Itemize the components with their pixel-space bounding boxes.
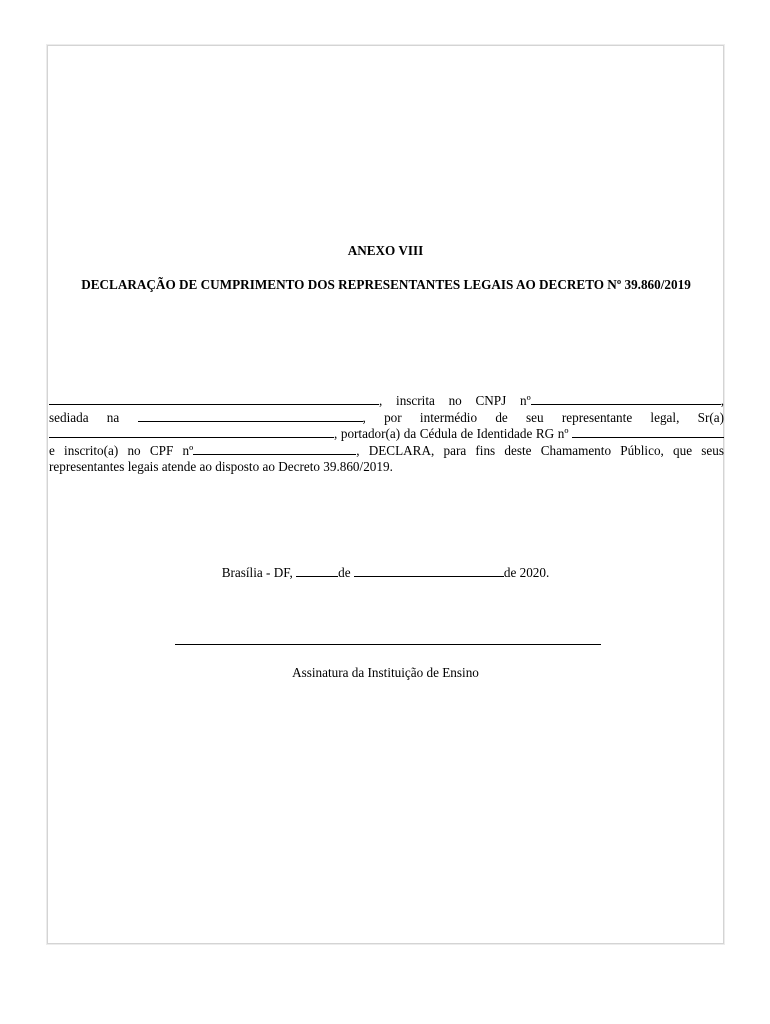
document-page	[47, 45, 724, 944]
date-de-text: de	[338, 565, 354, 580]
day-blank[interactable]	[296, 565, 338, 577]
signature-line[interactable]	[175, 644, 601, 645]
headquarters-text: sediada na	[49, 409, 120, 425]
line1-end: ,	[720, 393, 724, 408]
company-name-blank[interactable]	[49, 393, 379, 405]
rg-text: , portador(a) da Cédula de Identidade RG nº	[334, 426, 569, 442]
year-text: de 2020.	[503, 565, 550, 580]
city-text: Brasília - DF,	[221, 565, 297, 580]
closing-text: Chamamento Público, que seus representantes legais atende ao disposto ao Decreto 39.860/2019.	[49, 442, 725, 475]
sr-text: Sr(a)	[697, 409, 725, 425]
declara-text: , DECLARA, para fins deste	[356, 442, 532, 458]
cnpj-text: , inscrita no CNPJ nº	[379, 393, 531, 408]
annex-title: ANEXO VIII	[347, 243, 424, 258]
rg-blank[interactable]	[572, 426, 724, 438]
place-date-line	[48, 565, 723, 581]
month-blank[interactable]	[354, 565, 504, 577]
representative-text: , por intermédio de seu representante legal,	[362, 409, 680, 425]
representative-name-blank[interactable]	[49, 426, 334, 438]
address-blank[interactable]	[138, 410, 363, 422]
cpf-blank[interactable]	[193, 443, 356, 455]
cpf-text: e inscrito(a) no CPF nº	[49, 442, 194, 458]
declaration-body	[49, 393, 724, 476]
cnpj-blank[interactable]	[531, 393, 721, 405]
declaration-title: DECLARAÇÃO DE CUMPRIMENTO DOS REPRESENTANTES LEGAIS AO DECRETO Nº 39.860/2019	[81, 277, 691, 292]
signature-label: Assinatura da Instituição de Ensino	[292, 665, 479, 680]
